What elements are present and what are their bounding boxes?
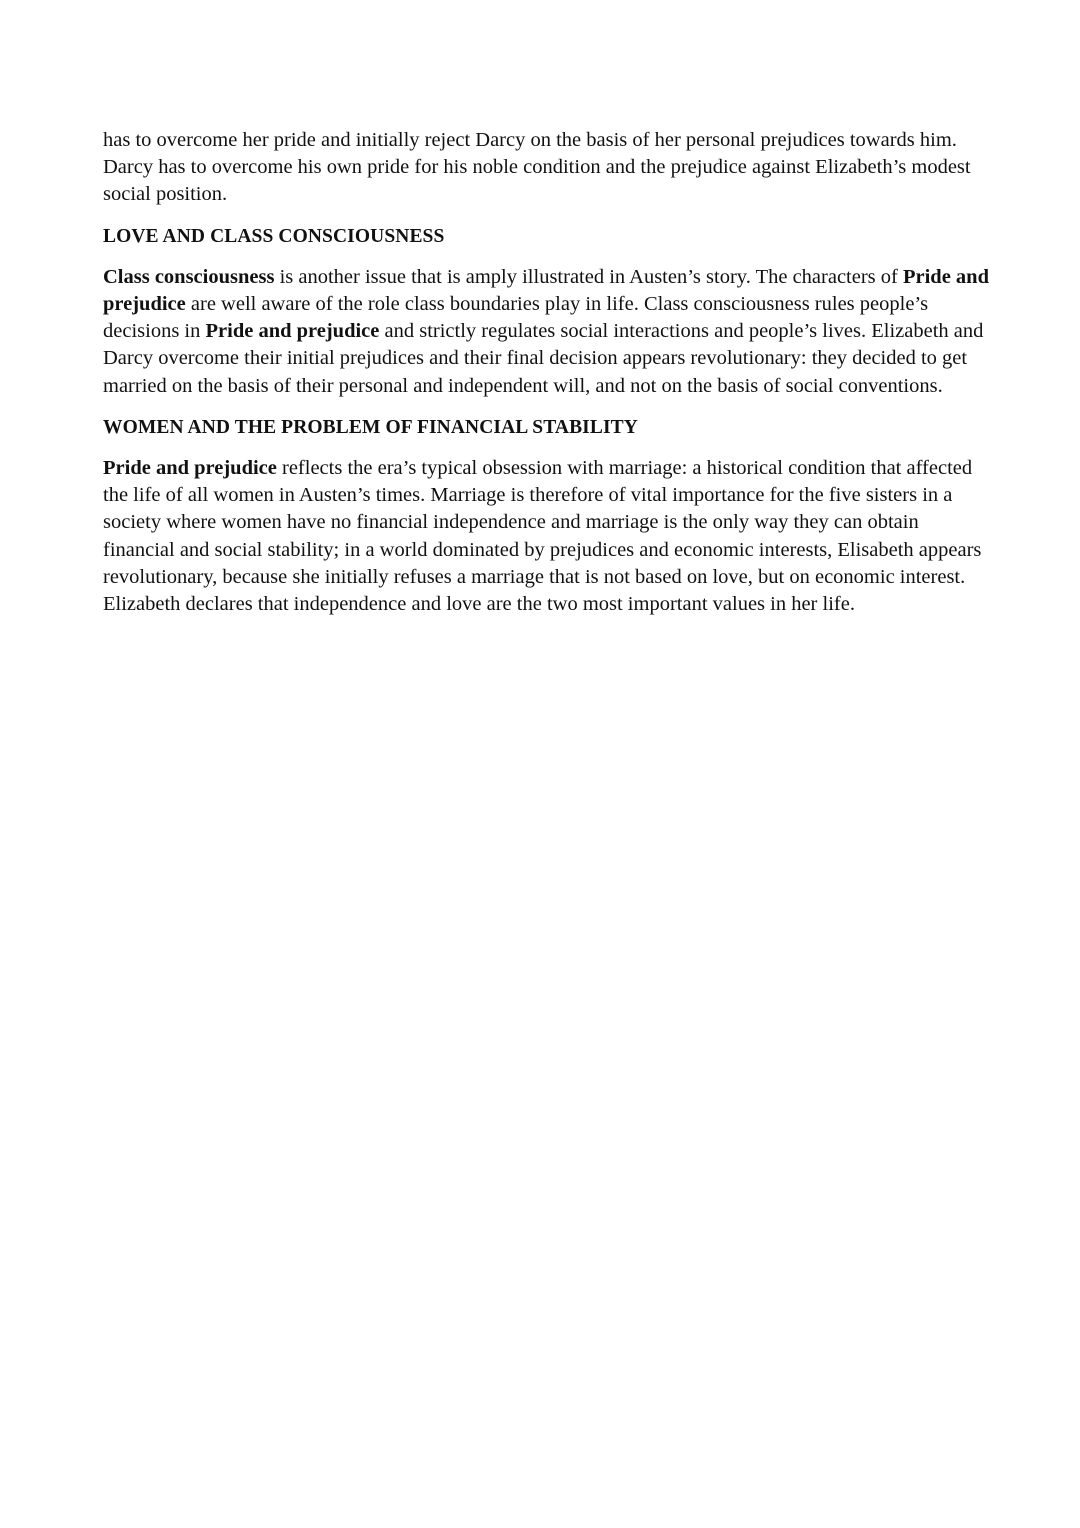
section-heading-women-finance: WOMEN AND THE PROBLEM OF FINANCIAL STABILITY <box>103 416 638 438</box>
paragraph-text: reflects the era’s typical obsession with marriage: a historical condition that affected the life of all women in Austen’s times. Marriage is therefore of vital importance for the five sisters in a society where women have no financial independence and marriage is the only way they can obtain financial and social stability; in a world dominated by prejudices and economic interests, Elisabeth appears revolutionary, because she initially refuses a marriage that is not based on love, but on economic interest. Elizabeth declares that independence and love are the two most important values in her life. <box>103 457 982 616</box>
bold-title: Pride and prejudice <box>205 320 380 343</box>
love-class-paragraph <box>103 264 993 400</box>
paragraph-text: is another issue that is amply illustrated in Austen’s story. The characters of <box>274 265 903 288</box>
intro-paragraph-text: has to overcome her pride and initially reject Darcy on the basis of her personal prejudices towards him. Darcy has to overcome his own pride for his noble condition and the prejudice against Elizabeth’s modest social position. <box>103 129 971 206</box>
document-page <box>103 127 993 618</box>
women-finance-paragraph <box>103 455 993 618</box>
bold-term: Class consciousness <box>103 265 275 288</box>
section-heading-love-class: LOVE AND CLASS CONSCIOUSNESS <box>103 225 445 247</box>
paragraph-text: and strictly regulates social interactions and people’s lives. Elizabeth and Darcy overcome their initial prejudices and their final decision appears revolutionary: they decided to get married on the basis of their personal and independent will, and not on the basis of social conventions. <box>103 320 984 397</box>
intro-paragraph <box>103 127 993 209</box>
paragraph-text: are well aware of the role class boundaries play in life. Class consciousness rules people’s decisions in <box>103 293 929 343</box>
bold-title: Pride and prejudice <box>103 457 277 480</box>
bold-title: Pride and prejudice <box>103 265 989 316</box>
